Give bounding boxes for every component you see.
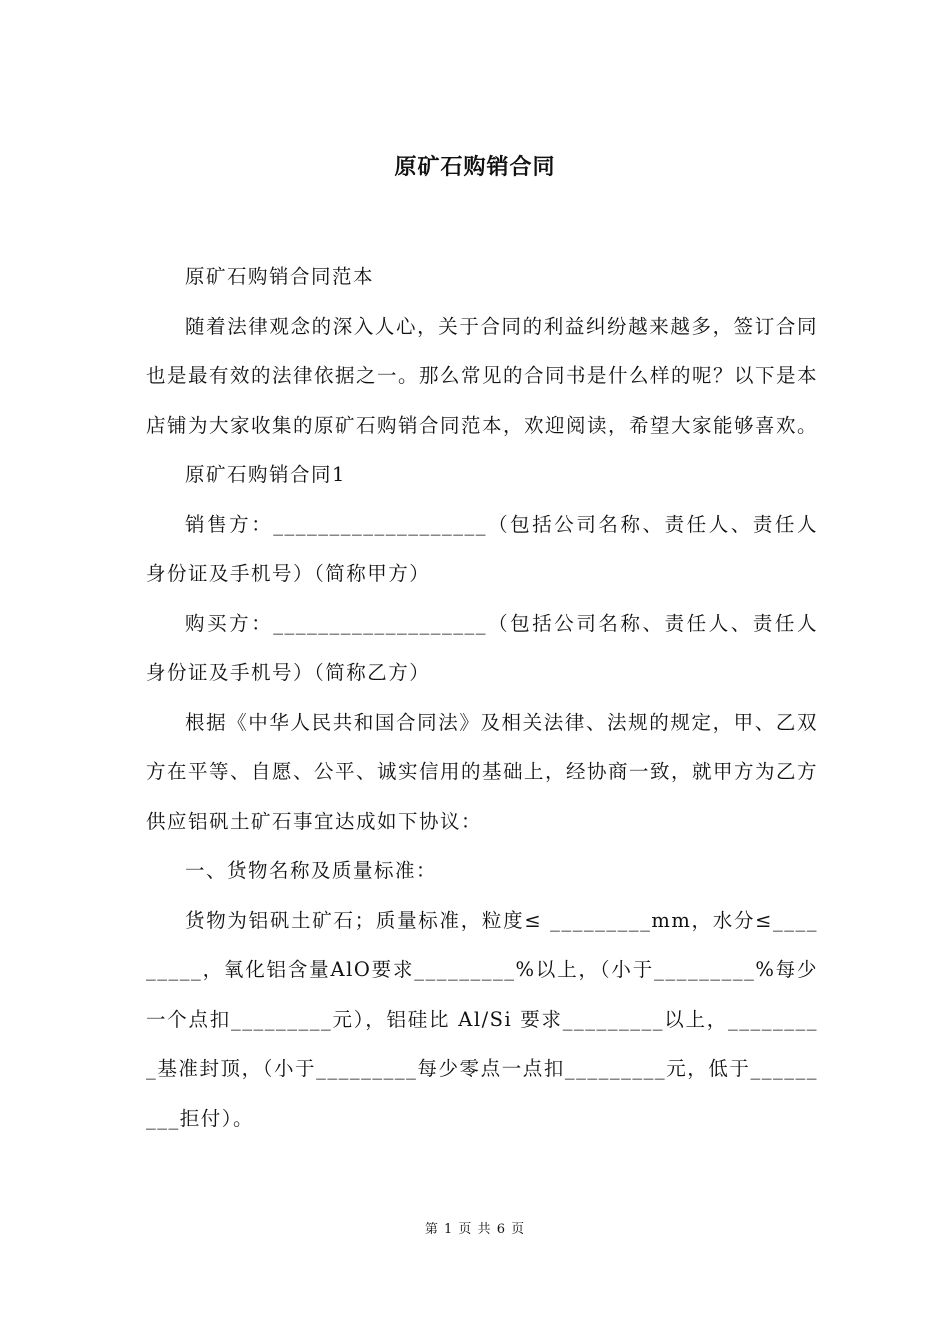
page-number: 第 1 页 共 6 页 xyxy=(424,1222,526,1237)
document-title: 原矿石购销合同 xyxy=(394,154,556,180)
section-heading-goods: 一、货物名称及质量标准： xyxy=(185,859,438,882)
paragraph-basis: 根据《中华人民共和国合同法》及相关法律、法规的规定，甲、乙双方在平等、自愿、公平、诚实信用的基础上，经协商一致，就甲方为乙方供应铝矾土矿石事宜达成如下协议： xyxy=(146,710,819,833)
paragraph-subtitle: 原矿石购销合同范本 xyxy=(185,265,375,288)
paragraph-buyer: 购买方：___________________（包括公司名称、责任人、责任人身份证及手机号）（简称乙方） xyxy=(146,611,818,684)
document-body xyxy=(146,252,818,1143)
paragraph-quality-standard: 货物为铝矾土矿石；质量标准，粒度≤ _________mm，水分≤_________，氧化铝含量AlO要求_________%以上，（小于_________%每少一个点扣_________元），铝硅比 Al/Si 要求_________以上，_________基准封顶，（小于_________每少零点一点扣_________元，低于_________拒付）。 xyxy=(146,908,818,1130)
paragraph-seller: 销售方：___________________（包括公司名称、责任人、责任人身份证及手机号）（简称甲方） xyxy=(146,512,818,585)
paragraph-contract-heading: 原矿石购销合同1 xyxy=(185,463,346,486)
paragraph-intro: 随着法律观念的深入人心，关于合同的利益纠纷越来越多，签订合同也是最有效的法律依据之一。那么常见的合同书是什么样的呢？以下是本店铺为大家收集的原矿石购销合同范本，欢迎阅读，希望大家能够喜欢。 xyxy=(146,314,819,437)
